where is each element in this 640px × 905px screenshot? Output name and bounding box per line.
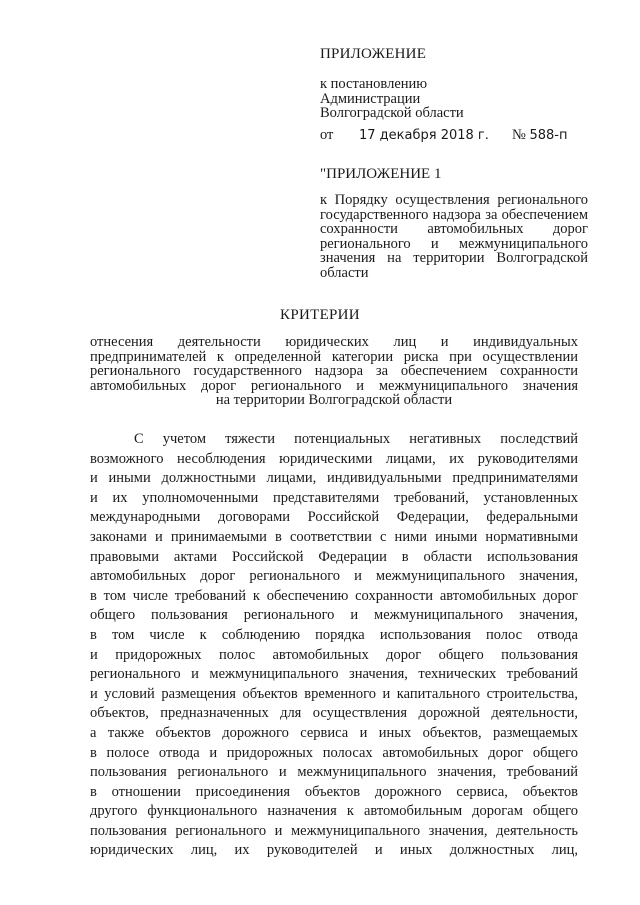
- appendix-1-title: "ПРИЛОЖЕНИЕ 1: [320, 166, 442, 182]
- body-line: и иными должностными лицами, индивидуальными предпринимателями: [90, 470, 578, 487]
- body-line: в отношении присоединения объектов дорожного сервиса, объектов: [90, 783, 578, 800]
- appendix-line: к постановлению: [320, 76, 428, 92]
- criteria-title: КРИТЕРИИ: [280, 307, 360, 323]
- procedure-line: сохранности автомобильных дорог: [320, 221, 588, 237]
- body-line: пользования регионального и межмуниципального значения, требований: [90, 764, 578, 781]
- procedure-reference: [320, 193, 588, 280]
- subtitle-line: регионального государственного надзора за обеспечением сохранности: [90, 363, 578, 379]
- number-label: №: [512, 127, 526, 143]
- body-line: юридических лиц, их руководителей и иных должностных лиц,: [90, 842, 578, 859]
- body-line: регионального и межмуниципального значения, технических требований: [90, 666, 578, 683]
- body-line: и их уполномоченными представителями требований, установленных: [90, 489, 578, 506]
- body-line: и придорожных полос автомобильных дорог общего пользования: [90, 646, 578, 663]
- resolution-number: [512, 127, 567, 144]
- body-line: объектов, предназначенных для осуществления дорожной деятельности,: [90, 705, 578, 722]
- procedure-line: области: [320, 264, 369, 281]
- body-line: законами и принимаемыми в соответствии с ними иными нормативными: [90, 528, 578, 545]
- appendix-line: Волгоградской области: [320, 105, 464, 121]
- subtitle-line: автомобильных дорог регионального и межмуниципального значения: [90, 377, 578, 394]
- number-value: 588-п: [529, 128, 568, 143]
- from-label: от: [320, 127, 334, 143]
- body-paragraph: [90, 430, 578, 861]
- body-line: в полосе отвода и придорожных полосах автомобильных дорог общего: [90, 744, 578, 761]
- body-line: а также объектов дорожного сервиса и иных объектов, размещаемых: [90, 724, 578, 741]
- subtitle-line: на территории Волгоградской области: [215, 392, 453, 408]
- criteria-subtitle: [90, 335, 578, 408]
- procedure-line: регионального и межмуниципального: [320, 235, 588, 252]
- appendix-title: ПРИЛОЖЕНИЕ: [320, 46, 427, 62]
- procedure-line: к Порядку осуществления регионального: [320, 192, 588, 208]
- body-line: международными договорами Российской Федерации, федеральными: [90, 509, 578, 526]
- body-line: общего пользования регионального и межмуниципального значения,: [90, 607, 578, 624]
- body-line: другого функционального назначения к автомобильным дорогам общего: [90, 803, 578, 820]
- body-line: С учетом тяжести потенциальных негативных последствий: [134, 431, 578, 447]
- body-line: в том числе требований к обеспечению сохранности автомобильных дорог: [90, 587, 578, 604]
- body-line: автомобильных дорог регионального и межмуниципального значения,: [90, 568, 578, 585]
- resolution-date: 17 декабря 2018 г.: [359, 128, 489, 143]
- body-line: правовыми актами Российской Федерации в области использования: [90, 548, 578, 565]
- subtitle-line: предпринимателей к определенной категории риска при осуществлении: [90, 348, 578, 365]
- appendix-line: Администрации: [320, 90, 421, 107]
- subtitle-line: отнесения деятельности юридических лиц и индивидуальных: [90, 334, 578, 350]
- body-line: и условий размещения объектов временного и капитального строительства,: [90, 685, 578, 702]
- body-line: в том числе к соблюдению порядка использования полос отвода: [90, 626, 578, 643]
- appendix-header: [320, 46, 590, 121]
- procedure-line: значения на территории Волгоградской: [320, 250, 588, 266]
- procedure-line: государственного надзора за обеспечением: [320, 206, 588, 223]
- appendix-reference: [320, 77, 590, 121]
- body-line: пользования регионального и межмуниципального значения, деятельность: [90, 822, 578, 839]
- body-line: возможного несоблюдения юридическими лицами, их руководителями: [90, 450, 578, 467]
